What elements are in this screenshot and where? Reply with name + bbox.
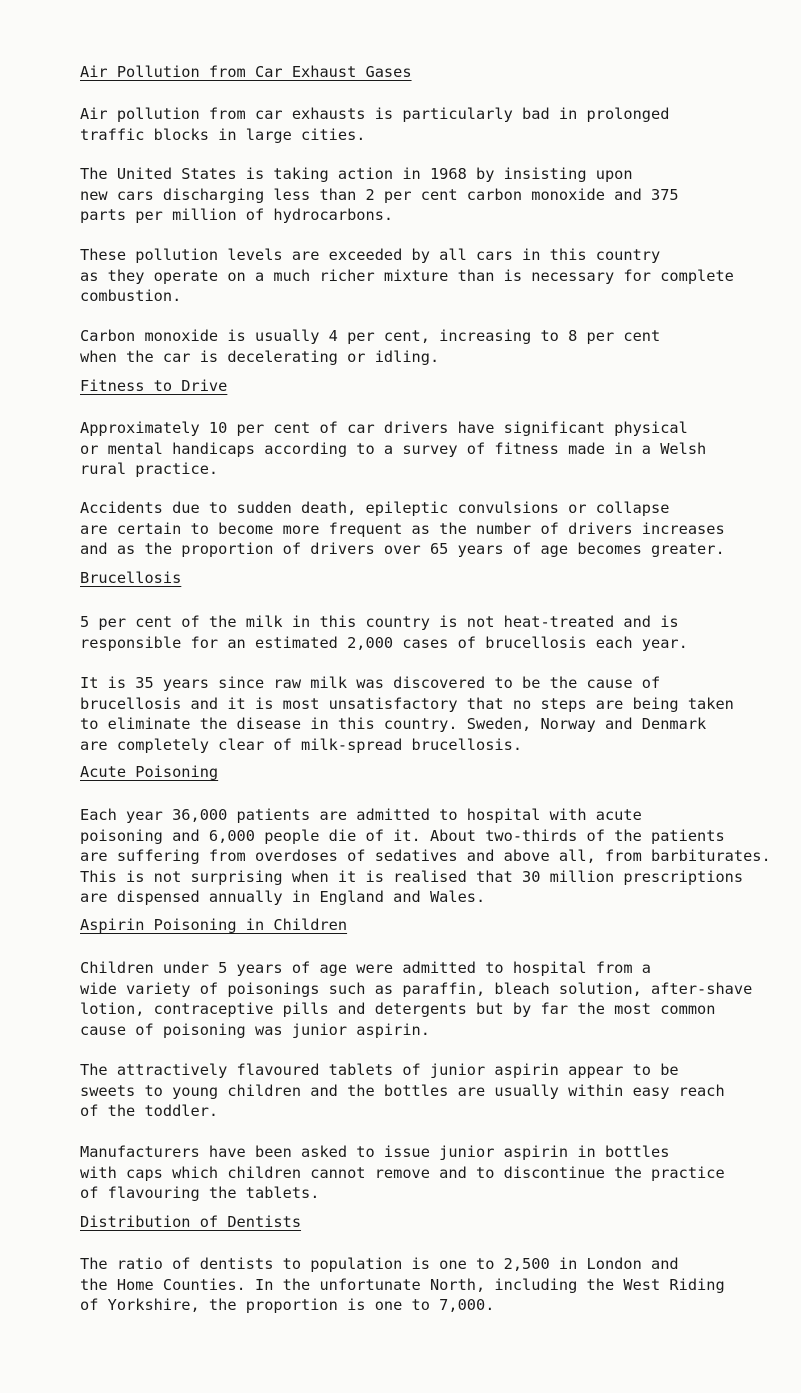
paragraph-brucellosis-2: It is 35 years since raw milk was discovered to be the cause of brucellosis and it is most unsatisfactory that no steps are being taken to eliminate the disease in this country. Sweden, Norway and Denmark are completely clear of milk-spread brucellosis.: [80, 674, 734, 754]
heading-acute-poisoning: Acute Poisoning: [80, 763, 219, 781]
paragraph-air-pollution-3: These pollution levels are exceeded by all cars in this country as they operate on a much richer mixture than is necessary for complete combustion.: [80, 246, 734, 305]
paragraph-acute-poisoning-1: Each year 36,000 patients are admitted to hospital with acute poisoning and 6,000 people die of it. About two-thirds of the patients are suffering from overdoses of sedatives and above all, from barbiturates. This is not surprising when it is realised that 30 million prescriptions are dispensed annually in England and Wales.: [80, 806, 771, 906]
paragraph-air-pollution-1: Air pollution from car exhausts is particularly bad in prolonged traffic blocks in large cities.: [80, 105, 670, 144]
heading-brucellosis: Brucellosis: [80, 569, 182, 587]
paragraph-fitness-2: Accidents due to sudden death, epileptic convulsions or collapse are certain to become more frequent as the number of drivers increases and as the proportion of drivers over 65 years of age becomes greater.: [80, 499, 725, 558]
paragraph-aspirin-2: The attractively flavoured tablets of junior aspirin appear to be sweets to young children and the bottles are usually within easy reach of the toddler.: [80, 1061, 725, 1120]
paragraph-air-pollution-2: The United States is taking action in 1968 by insisting upon new cars discharging less than 2 per cent carbon monoxide and 375 parts per million of hydrocarbons.: [80, 165, 679, 224]
paragraph-aspirin-1: Children under 5 years of age were admitted to hospital from a wide variety of poisonings such as paraffin, bleach solution, after-shave lotion, contraceptive pills and detergents but by far the most common cause of poisoning was junior aspirin.: [80, 959, 753, 1039]
heading-distribution-dentists: Distribution of Dentists: [80, 1213, 302, 1231]
paragraph-fitness-1: Approximately 10 per cent of car drivers have significant physical or mental handicaps according to a survey of fitness made in a Welsh rural practice.: [80, 419, 707, 478]
heading-air-pollution: Air Pollution from Car Exhaust Gases: [80, 63, 412, 81]
paragraph-dentists-1: The ratio of dentists to population is one to 2,500 in London and the Home Counties. In the unfortunate North, including the West Riding of Yorkshire, the proportion is one to 7,000.: [80, 1255, 725, 1314]
heading-fitness-to-drive: Fitness to Drive: [80, 377, 228, 395]
paragraph-aspirin-3: Manufacturers have been asked to issue junior aspirin in bottles with caps which children cannot remove and to discontinue the practice of flavouring the tablets.: [80, 1143, 725, 1202]
paragraph-air-pollution-4: Carbon monoxide is usually 4 per cent, increasing to 8 per cent when the car is decelerating or idling.: [80, 327, 661, 366]
heading-aspirin-poisoning: Aspirin Poisoning in Children: [80, 916, 348, 934]
paragraph-brucellosis-1: 5 per cent of the milk in this country is not heat-treated and is responsible for an estimated 2,000 cases of brucellosis each year.: [80, 613, 688, 652]
